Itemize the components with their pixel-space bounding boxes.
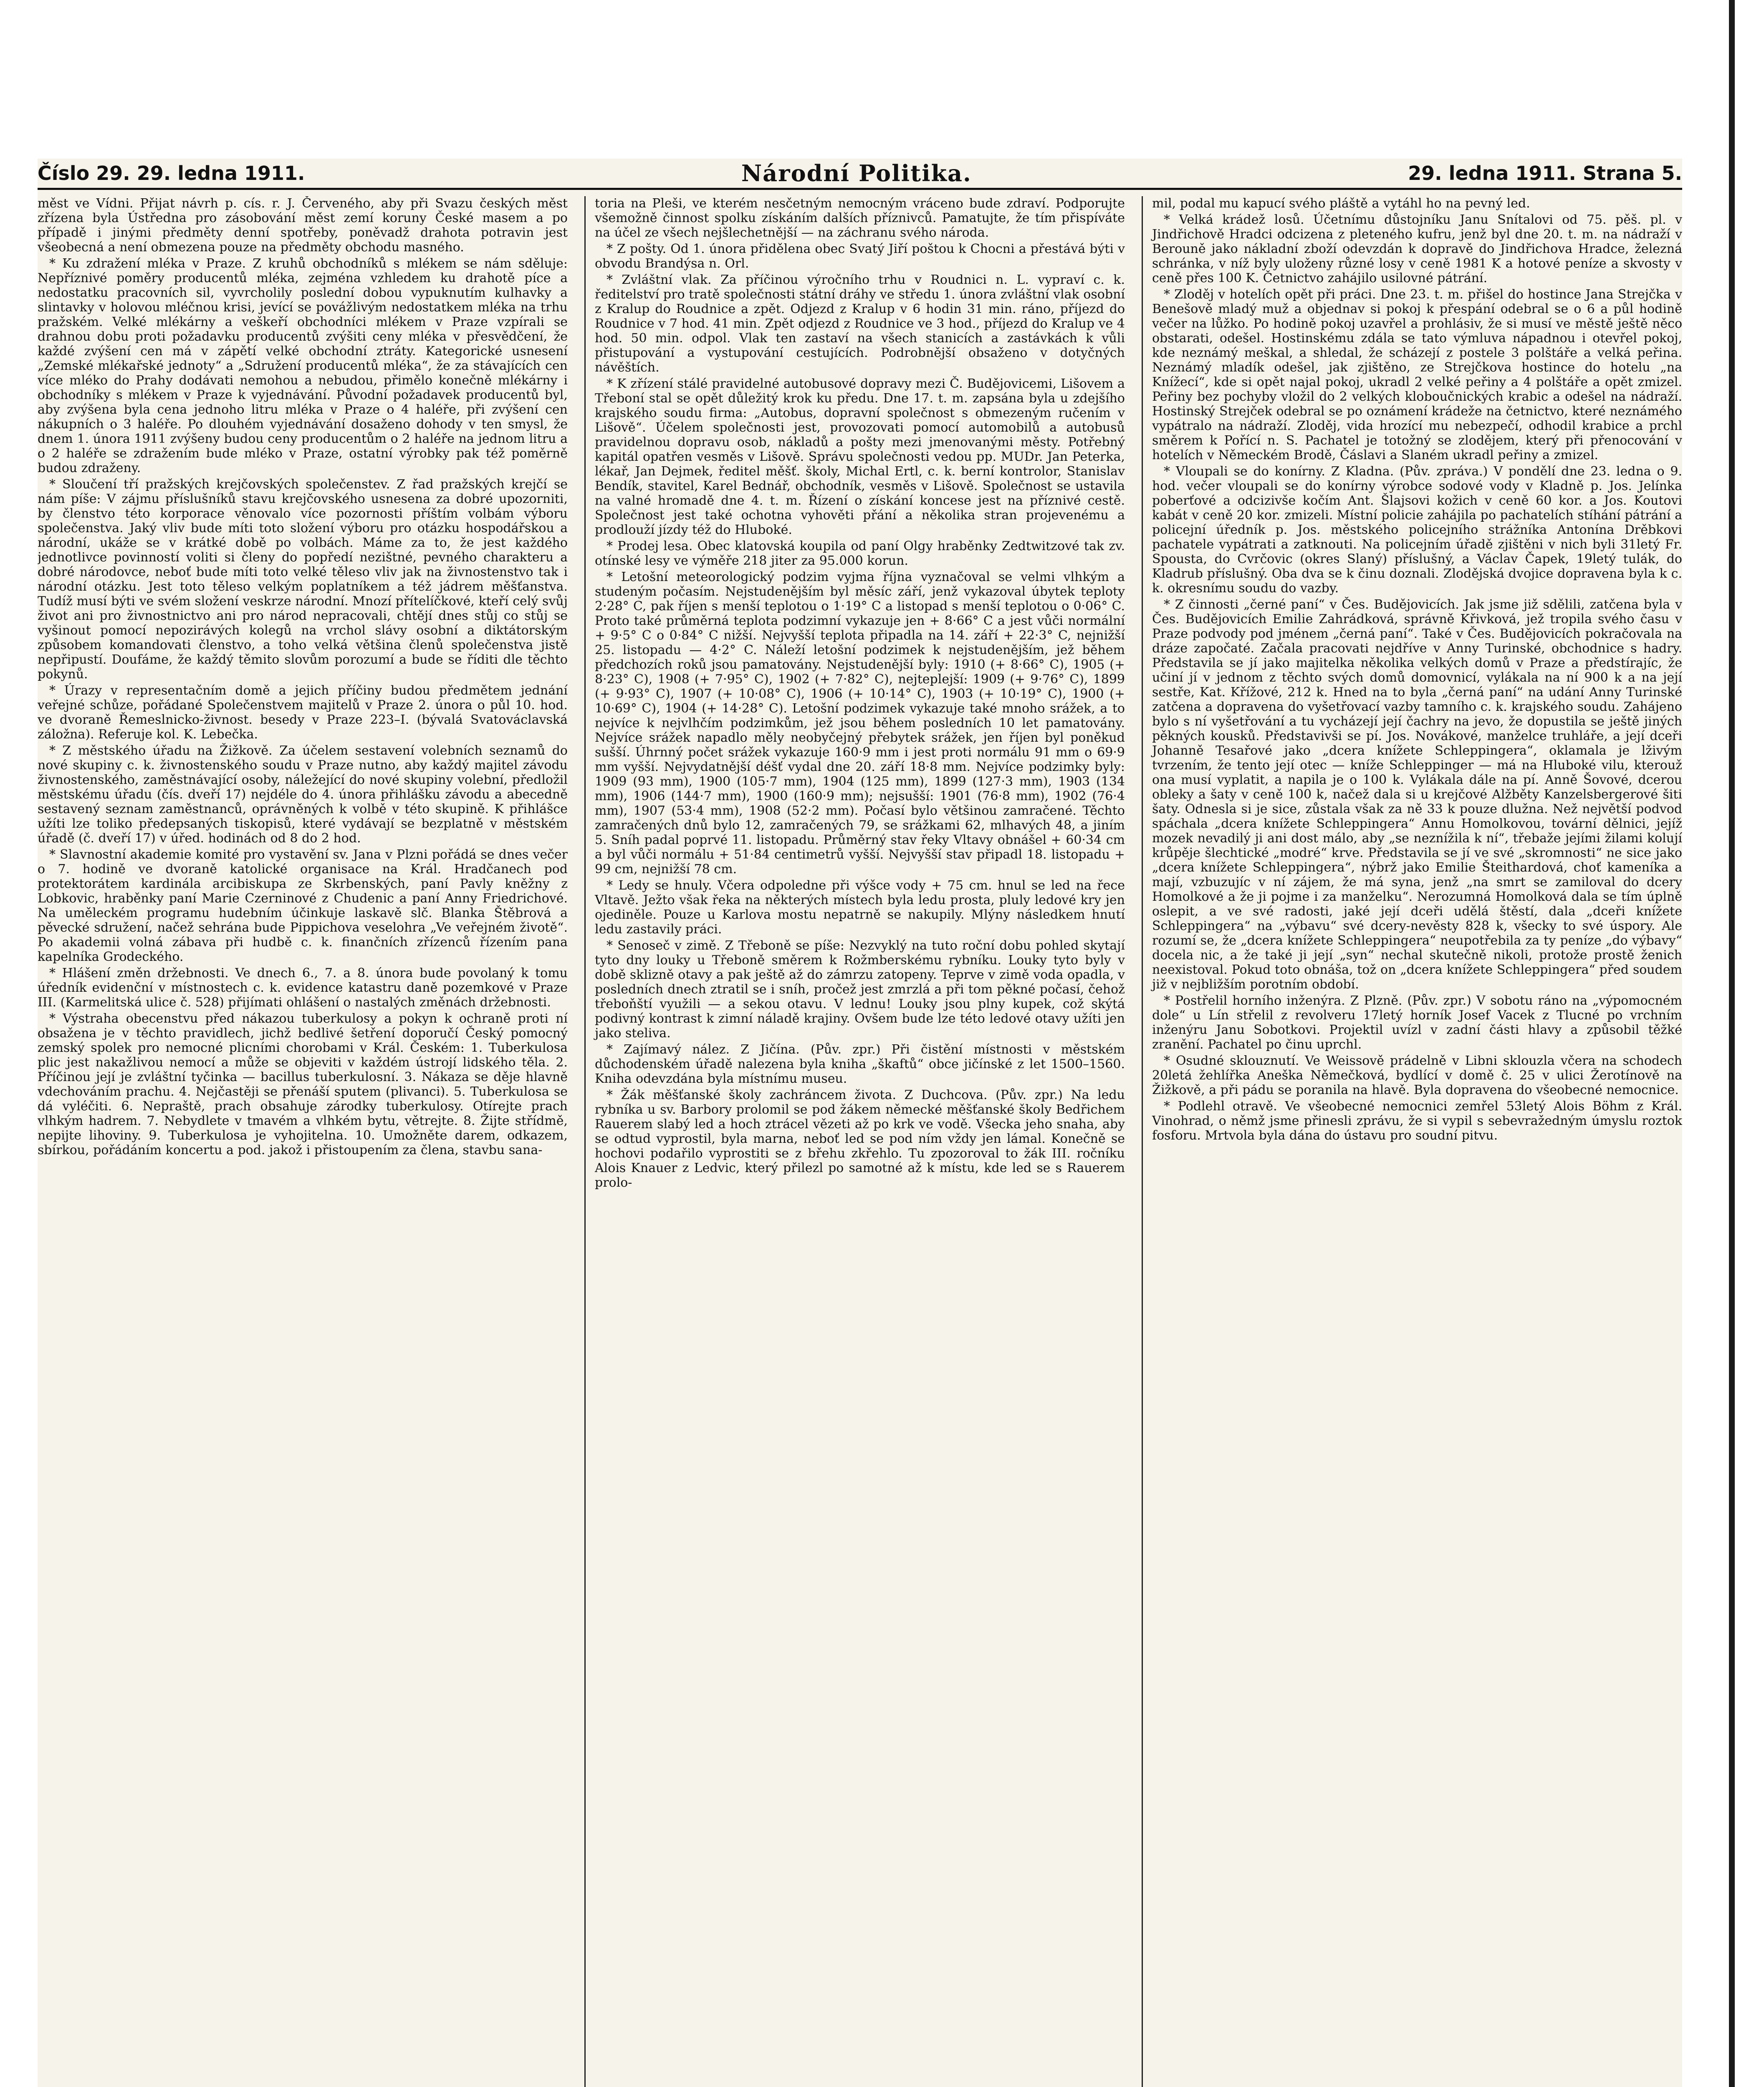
article-paragraph: * K zřízení stálé pravidelné autobusové dopravy mezi Č. Budějovicemi, Lišovem a Třeboní stal se opět důležitý krok ku předu. Dne 17. t. m. zapsána byla u zdejšího krajského soudu firma: „Autobus, dopravní společnost s obmezeným ručením v Lišově“. Účelem společnosti jest, provozovati pomocí automobilů a autobusů pravidelnou dopravu osob, nákladů a pošty mezi jmenovanými městy. Potřebný kapitál opatřen vesměs v Lišově. Správu společnosti vedou pp. MUDr. Jan Peterka, lékař, Jan Dejmek, ředitel měšť. školy, Michal Ertl, c. k. berní kontrolor, Stanislav Bendík, stavitel, Karel Bednář, obchodník, vesměs v Lišově. Společnost se ustavila na valné hromadě dne 4. t. m. Řízení o získání koncese jest na příznivé cestě. Společnost jest také ochotna vyhověti přání a několika stran projevenému a prodlouží jízdy též do Hluboké.: [595, 376, 1125, 537]
article-paragraph: * Podlehl otravě. Ve všeobecné nemocnici zemřel 53letý Alois Böhm z Král. Vinohrad, o němž jsme přinesli zprávu, že si vypil s sebevražedným úmyslu roztok fosforu. Mrtvola byla dána do ústavu pro soudní pitvu.: [1152, 1099, 1682, 1143]
article-paragraph: * Ledy se hnuly. Včera odpoledne při výšce vody + 75 cm. hnul se led na řece Vltavě. Ježto však řeka na některých místech byla ledu prosta, pluly ledové kry jen ojediněle. Pouze u Karlova mostu nepatrně se nakupily. Mlýny následkem hnutí ledu zastavily práci.: [595, 878, 1125, 937]
article-paragraph: * Zloděj v hotelích opět při práci. Dne 23. t. m. přišel do hostince Jana Strejčka v Benešově mladý muž a objednav si pokoj k přespání odebral se o 6 a půl hodině večer na lůžko. Po hodině pokoj uzavřel a prohlásiv, že si musí ve městě ještě něco obstarati, odešel. Hostinskému zdála se tato výmluva nápadnou i otevřel pokoj, kde neznámý meškal, a shledal, že scházejí z postele 3 polštáře a velká peřina. Neznámý mladík odešel, jak zjištěno, ze Strejčkova hostince do hotelu „na Knížecí“, kde si opět najal pokoj, ukradl 2 velké peřiny a 4 polštáře a opět zmizel. Peřiny bez pochyby vložil do 2 velkých kloboučnických krabic a odešel na nádraží. Hostinský Strejček odebral se po oznámení krádeže na četnictvo, které neznámého vypátralo na nádraží. Zloděj, vida hrozící mu nebezpečí, odhodil krabice a prchl směrem k Pořící n. S. Pachatel je totožný se zlodějem, který při přenocování v hotelích v Německém Brodě, Čáslavi a Slaném ukradl peřiny a zmizel.: [1152, 287, 1682, 462]
article-paragraph: * Slavnostní akademie komité pro vystavění sv. Jana v Plzni pořádá se dnes večer o 7. hodině ve dvoraně katolické organisace na Král. Hradčanech pod protektorátem kardinála arcibiskupa ze Skrbenských, paní Pavly kněžny z Lobkovic, hraběnky paní Marie Czerninové z Chudenic a paní Anny Friedrichové. Na uměleckém programu hudebním účinkuje laskavě slč. Blanka Štěbrová a pěvecké sdružení, načež sehrána bude Pippichova veselohra „Ve veřejném životě“. Po akademii volná zábava při hudbě c. k. finančních zřízenců řízením pana kapelníka Grodeckého.: [38, 847, 568, 964]
article-paragraph: měst ve Vídni. Přijat návrh p. cís. r. J. Červeného, aby při Svazu českých měst zřízena byla Ústředna pro zásobování měst zemí koruny České masem a po případě i jinými předměty denní spotřeby, poněvadž drahota potravin jest všeobecná a není obmezena pouze na předměty obchodu masného.: [38, 196, 568, 255]
article-paragraph: * Žák měšťanské školy zachráncem života. Z Duchcova. (Pův. zpr.) Na ledu rybníka u sv. Barbory prolomil se pod žákem německé měšťanské školy Bedřichem Rauerem slabý led a hoch ztrácel vězeti až po krk ve vodě. Všecka jeho snaha, aby se odtud vyprostil, byla marna, neboť led se pod ním vždy jen lámal. Konečně se hochovi podařilo vyprostiti se z břehu zkřehlo. Tu zpozoroval to žák III. ročníku Alois Knauer z Ledvic, který přilezl po samotné až k místu, kde led se s Rauerem prolo-: [595, 1088, 1125, 1190]
article-paragraph: * Letošní meteorologický podzim vyjma října vyznačoval se velmi vlhkým a studeným počasím. Nejstudenějším byl měsíc září, jenž vykazoval úbytek teploty 2·28° C, pak říjen s menší teplotou o 1·19° C a listopad s menší teplotou o 0·06° C. Proto také průměrná teplota podzimní vykazuje jen + 8·66° C a jest vůči normální + 9·5° C o 0·84° C nižší. Nejvyšší teplota připadla na 14. září + 22·3° C, nejnižší 25. listopadu — 4·2° C. Náleží letošní podzimek k nejstudenějším, jež během předchozích roků jsou pamatovány. Nejstudenější byly: 1910 (+ 8·66° C), 1905 (+ 8·23° C), 1908 (+ 7·95° C), 1902 (+ 7·82° C), nejteplejší: 1909 (+ 9·76° C), 1899 (+ 9·93° C), 1907 (+ 10·08° C), 1906 (+ 10·14° C), 1903 (+ 10·19° C), 1900 (+ 10·69° C), 1904 (+ 14·28° C). Letošní podzimek vykazuje také mnoho srážek, a to nejvíce k nejvlhčím podzimkům, jež jsou během posledních 10 let pamatovány. Nejvíce srážek napadlo měly neobyčejný přebytek srážek, jen říjen byl poněkud sušší. Úhrnný počet srážek vykazuje 160·9 mm i jest proti normálu 91 mm o 69·9 mm vyšší. Nejvydatnější déšť vydal dne 20. září 18·8 mm. Nejvíce podzimky byly: 1909 (93 mm), 1900 (105·7 mm), 1904 (125 mm), 1899 (127·3 mm), 1903 (134 mm), 1906 (144·7 mm), 1900 (160·9 mm); nejsušší: 1901 (76·8 mm), 1902 (76·4 mm), 1907 (53·4 mm), 1908 (52·2 mm). Počasí bylo většinou zamračené. Těchto zamračených dnů bylo 12, zamračených 79, se srážkami 62, mlhavých 48, a jiním 5. Sníh padal poprvé 11. listopadu. Průměrný stav řeky Vltavy obnášel + 60·34 cm a byl vůči normálu + 51·84 centimetrů vyšší. Nejvyšší stav připadl 18. listopadu + 99 cm, nejnižší 78 cm.: [595, 570, 1125, 877]
article-paragraph: * Sloučení tří pražských krejčovských společenstev. Z řad pražských krejčí se nám píše: V zájmu příslušníků stavu krejčovského usnesena za dobré upozorniti, by členstvo této korporace věnovalo více pozornosti příštím volbám výboru společenstva. Jaký vliv bude míti toto složení výboru pro otázku hospodářskou a národní, ukáže se v krátké době po volbách. Máme za to, že jest každého jednotlivce povinností voliti si členy do popředí nezištné, pevného charakteru a dobré národovce, neboť bude míti toto velké těleso vliv jak na živnostenstvo tak i národní otázku. Jest toto těleso velkým poplatníkem a též jádrem měšťanstva. Tudíž musí býti ve svém složení veskrze národní. Mnozí přítelíčkové, kteří celý svůj život ani pro živnostnictvo ani pro národ nepracovali, chtějí dnes stůj co stůj se vyšinout pomocí nepozirávých kolegů na vrchol slávy osobní a diktátorským způsobem komandovati členstvo, a toho velká většina členů společenstva jistě nepřipustí. Doufáme, že každý těmito slovům porozumí a bude se říditi dle těchto pokynů.: [38, 477, 568, 682]
article-paragraph: * Ku zdražení mléka v Praze. Z kruhů obchodníků s mlékem se nám sděluje: Nepříznivé poměry producentů mléka, zejména vzhledem ku drahotě píce a nedostatku pracovních sil, vyvrcholily poslední dobou vypuknutím kulhavky a slintavky v holovou mléčnou krisi, jevící se povážlivým nedostatkem mléka na trhu pražském. Velké mlékárny a veškeří obchodníci mlékem v Praze vzpírali se drahnou dobu proti požadavku producentů zvýšiti ceny mléka v přesvědčení, že každé zvýšení cen má v zápětí velké obchodní ztráty. Kategorické usnesení „Zemské mlékařské jednoty“ a „Sdružení producentů mléka“, že za stávajících cen více mléko do Prahy dodávati nemohou a nebudou, přimělo konečně mlékárny i obchodníky s mlékem v Praze k vyjednávání. Původní požadavek producentů byl, aby zvýšena byla cena jednoho litru mléka v Praze o 4 haléře, při zvýšení cen nákupních o 3 haléře. Po dlouhém vyjednávání dosaženo dohody v ten smysl, že dnem 1. února 1911 zvýšeny budou ceny producentům o 2 haléře na jednom litru a o 2 haléře se zdražením bude mléko v Praze, ostatní výrobky pak též poměrně budou zdraženy.: [38, 256, 568, 475]
article-paragraph: * Zajímavý nález. Z Jičína. (Pův. zpr.) Při čistění místnosti v městském důchodenském úřadě nalezena byla kniha „škaftů“ obce jičínské z let 1500–1560. Kniha odevzdána byla místnímu museu.: [595, 1042, 1125, 1086]
issue-number: Číslo 29. 29. ledna 1911.: [38, 162, 305, 184]
scan-edge-border: [1729, 0, 1735, 2087]
article-paragraph: * Osudné sklouznutí. Ve Weissově prádelně v Libni sklouzla včera na schodech 20letá žehlířka Aneška Němečková, bydlící v domě č. 25 v ulici Žerotínově na Žižkově, a při pádu se poranila na hlavě. Byla dopravena do všeobecné nemocnice.: [1152, 1054, 1682, 1097]
article-paragraph: * Z pošty. Od 1. února přidělena obec Svatý Jiří poštou k Chocni a přestává býti v obvodu Brandýsa n. Orl.: [595, 242, 1125, 271]
article-paragraph: * Senoseč v zimě. Z Třeboně se píše: Nezvyklý na tuto roční dobu pohled skytají tyto dny louky u Třeboně směrem k Rožmberskému rybníku. Louky tyto byly v době sklizně otavy a pak ještě až do zámrzu zatopeny. Teprve v zimě voda opadla, v posledních dnech ztratil se i sníh, pročež jest zmrzlá a při tom pěkné počasí, čehož třeboňští využili — a sekou otavu. V lednu! Louky jsou plny kupek, což skýtá podivný kontrast k zimní náladě krajiny. Ovšem bude lze této ledové otavy užíti jen jako steliva.: [595, 938, 1125, 1041]
article-paragraph: * Postřelil horního inženýra. Z Plzně. (Pův. zpr.) V sobotu ráno na „výpomocném dole“ u Lín střelil z revolveru 17letý horník Josef Vacek z Tlucné po vrchním inženýru Janu Sobotkovi. Projektil uvízl v zadní části hlavy a způsobil těžké zranění. Pachatel po činu uprchl.: [1152, 993, 1682, 1052]
date-and-page: 29. ledna 1911. Strana 5.: [1408, 162, 1682, 184]
article-paragraph: * Prodej lesa. Obec klatovská koupila od paní Olgy hraběnky Zedtwitzové tak zv. otínské lesy ve výměře 218 jiter za 95.000 korun.: [595, 539, 1125, 568]
article-paragraph: toria na Pleši, ve kterém nesčetným nemocným vráceno bude zdraví. Podporujte všemožně činnost spolku získáním dalších příznivců. Pamatujte, že tím přispíváte na účel ze všech nejšlechetnější — na záchranu svého národa.: [595, 196, 1125, 240]
column-3: [1142, 196, 1682, 2087]
article-paragraph: * Výstraha obecenstvu před nákazou tuberkulosy a pokyn k ochraně proti ní obsažena je v těchto pravidlech, jichž bedlivé šetření doporučí Český pomocný zemský spolek pro nemocné plicními chorobami v Král. Českém: 1. Tuberkulosa plic jest nakažlivou nemocí a může se objeviti v každém ústrojí lidského těla. 2. Příčinou její je zvláštní tyčinka — bacillus tuberkulosní. 3. Nákaza se děje hlavně vdechováním prachu. 4. Nejčastěji se přenáší sputem (plivanci). 5. Tuberkulosa se dá vyléčiti. 6. Nepraště, prach obsahuje zárodky tuberkulosy. Otírejte prach vlhkým hadrem. 7. Nebydlete v tmavém a vlhkém bytu, větrejte. 8. Žijte střídmě, nepijte lihoviny. 9. Tuberkulosa je vyhojitelna. 10. Umožněte darem, odkazem, sbírkou, pořádáním koncertu a pod. jakož i přistoupením za člena, stavbu sana-: [38, 1011, 568, 1157]
article-paragraph: * Úrazy v representačním domě a jejich příčiny budou předmětem jednání veřejné schůze, pořádané Společenstvem majitelů v Praze 2. února o půl 10. hod. ve dvoraně Řemeslnicko-živnost. besedy v Praze 223–I. (bývalá Svatováclavská záložna). Referuje kol. K. Lebečka.: [38, 683, 568, 742]
article-paragraph: mil, podal mu kapucí svého pláště a vytáhl ho na pevný led.: [1152, 196, 1530, 211]
article-paragraph: * Z městského úřadu na Žižkově. Za účelem sestavení volebních seznamů do nové skupiny c. k. živnostenského soudu v Praze nutno, aby každý majitel závodu živnostenského, zaměstnávající osoby, náležející do nové skupiny volební, předložil městskému úřadu (čís. dveří 17) nejdéle do 4. února přihlášku závodu a abecedně sestavený seznam zaměstnanců, oprávněných k volbě v této skupině. K přihlášce užíti lze toliko předepsaných tiskopisů, které vydávají se bezplatně v městském úřadě (č. dveří 17) v úřed. hodinách od 8 do 2 hod.: [38, 743, 568, 846]
article-paragraph: * Hlášení změn držebnosti. Ve dnech 6., 7. a 8. února bude povolaný k tomu úředník evidenční v místnostech c. k. evidence katastru daně pozemkové v Praze III. (Karmelitská ulice č. 528) přijímati ohlášení o nastalých změnách držebnosti.: [38, 966, 568, 1010]
article-paragraph: * Vloupali se do konírny. Z Kladna. (Pův. zpráva.) V pondělí dne 23. ledna o 9. hod. večer vloupali se do konírny výrobce sodové vody v Kladně p. Jos. Jelínka poberťové a odcizivše kočím Ant. Šlajsovi kožich v ceně 60 kor. a Jos. Koutovi kabát v ceně 20 kor. zmizeli. Místní policie zahájila po pachatelích stíhání pátrání a policejní úředník p. Jos. městského policejního strážníka Antonína Drěbkovi pachatele vypátrati a zatknouti. Na policejním úřadě zjištěni v nich byli 31letý Fr. Spousta, do Cvrčovic (okres Slaný) příslušný, a Václav Čapek, 19letý tulák, do Kladrub příslušný. Oba dva se k činu doznali. Zlodějská dvojice dopravena byla k c. k. okresnímu soudu do vazby.: [1152, 464, 1682, 596]
article-paragraph: * Zvláštní vlak. Za příčinou výročního trhu v Roudnici n. L. vypraví c. k. ředitelství pro tratě společnosti státní dráhy ve středu 1. února zvláštní vlak osobní z Kralup do Roudnice a zpět. Odjezd z Kralup v 6 hodin 31 min. ráno, příjezd do Roudnice v 7 hod. 41 min. Zpět odjezd z Roudnice ve 3 hod., příjezd do Kralup ve 4 hod. 50 min. odpol. Vlak ten zastaví na všech stanicích a zastávkách k vůli přistupování a vystupování cestujících. Podrobnější obsaženo v dotyčných návěštích.: [595, 273, 1125, 375]
column-2: [584, 196, 1125, 2087]
article-paragraph: * Velká krádež losů. Účetnímu důstojníku Janu Snítalovi od 75. pěš. pl. v Jindřichově Hradci odcizena z pleteného kufru, jenž byl dne 20. t. m. na nádraží v Berouně jako nákladní zboží odevzdán k dopravě do Jindřichova Hradce, železná schránka, v níž byly uloženy různé losy v ceně 1981 K a hotové peníze a skvosty v ceně přes 100 K. Četnictvo zahájilo usilovné pátrání.: [1152, 212, 1682, 286]
page-header: [38, 159, 1682, 190]
article-columns: [38, 196, 1682, 2087]
newspaper-title: Národní Politika.: [741, 160, 972, 187]
column-1: [38, 196, 568, 2087]
newspaper-page: [38, 159, 1682, 2087]
article-paragraph: * Z činnosti „černé paní“ v Čes. Budějovicích. Jak jsme již sdělili, zatčena byla v Čes. Budějovicích Emilie Zahrádková, správně Křivková, jež tropila svého času v Praze podvody pod jménem „černá paní“. Také v Čes. Budějovicích pokračovala na dráze započaté. Začala pracovati nejdříve v Anny Turinské, obchodnice s hadry. Představila se jí jako majitelka několika velkých domů v Praze a předstírajíc, že učiní jí v jednom z těchto svých domů domovnicí, vylákala na ní 900 k a na její sestře, Kat. Křížové, 212 k. Hned na to byla „černá paní“ na udání Anny Turinské zatčena a dopravena do vyšetřovací vazby tamního c. k. krajského soudu. Zahájeno bylo s ní vyšetřování a tu vycházejí její čachry na jevo, že dopustila se ještě jiných pěkných kousků. Představivši se pí. Jos. Novákové, manželce truhláře, a její dceři Johanně Tesařové jako „dcera knížete Schleppingera“, oklamala je lživým tvrzením, že tento její otec — kníže Schleppinger — má na Hluboké vilu, kterouž ona musí vyplatit, a napila je o 100 k. Vylákala dále na pí. Anně Šovové, dcerou obleky a šaty v ceně 100 k, načež dala si u krejčové Alžběty Kanzelsbergerové šiti šaty. Odnesla si je sice, zůstala však za ně 33 k pouze dlužna. Než největší podvod spáchala „dcera knížete Schleppingera“ Annu Homolkovou, tovární dělnici, jejíž mozek nevadilý ji ani dost málo, aby „se neznížila k ní“, třebaže jejími žilami kolují krůpěje šlechtické „modré“ krve. Představila se jí ve své „skromnosti“ ne sice jako „dcera knížete Schleppingera“, nýbrž jako Emilie Šteithardová, choť kameníka a mají, vzbuzujíc v ní zájem, že má syna, jenž „na smrt se zamiloval do dcery Homolkové a že ji pojme i za manželku“. Nerozumná Homolková dala se tím úplně oslepit, a ve své radosti, jaké její dceři udělá štěstí, dala „dceři knížete Schleppingera“ na „výbavu“ své dcery-nevěsty 828 k, všecky to své úspory. Ale rozumí se, že „dcera knížete Schleppingera“ neupotřebila za ty peníze „do výbavy“ docela nic, a že také ji její „syn“ nechal skutečně nikoli, protože prostě ženich neexistoval. Pokud toto obnáša, tož on „dcera knížete Schleppingera“ před soudem již v nejbližším porotním období.: [1152, 597, 1682, 992]
